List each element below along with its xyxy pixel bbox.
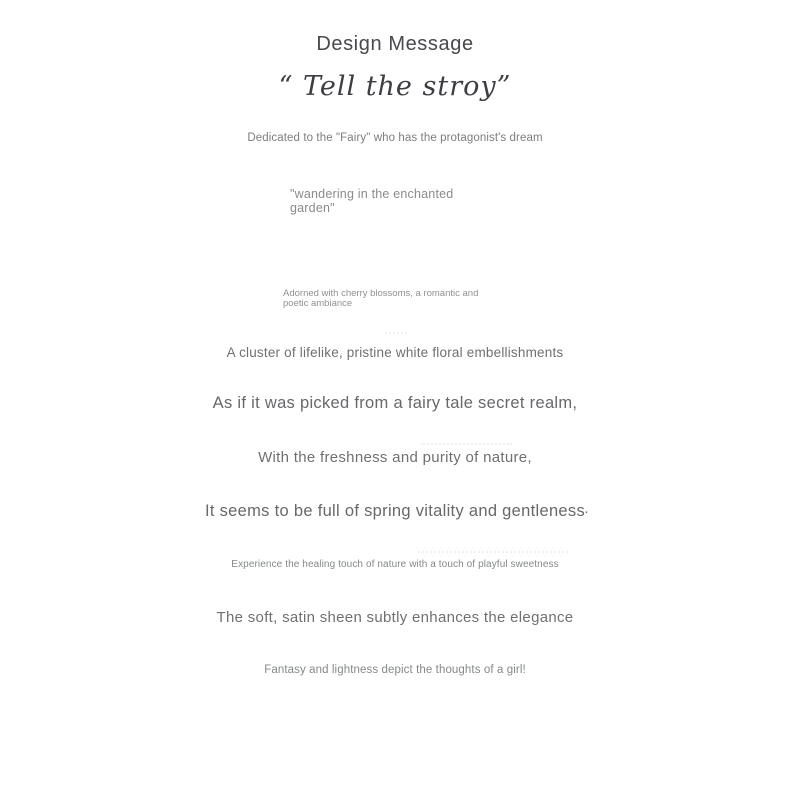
ghost-artifact (385, 332, 407, 334)
ghost-artifact (418, 551, 568, 553)
story-line-fantasy: Fantasy and lightness depict the thoughts of a girl! (264, 664, 526, 676)
page-title: Design Message (316, 33, 474, 55)
ghost-artifact (420, 443, 512, 445)
story-line-spring: It seems to be full of spring vitality and gentleness (204, 502, 585, 520)
story-line-fairy: As if it was picked from a fairy tale secret realm, (212, 394, 578, 412)
tagline: “ Tell the stroy” (278, 71, 512, 102)
story-line-cluster: A cluster of lifelike, pristine white floral embellishments (226, 345, 564, 360)
quote-block: "wandering in the enchanted garden" (290, 187, 454, 215)
stray-dot: · (584, 503, 589, 520)
dedication-line: Dedicated to the "Fairy" who has the protagonist's dream (247, 132, 543, 144)
story-line-experience: Experience the healing touch of nature with a touch of playful sweetness (231, 559, 559, 570)
story-line-freshness: With the freshness and purity of nature, (258, 449, 532, 466)
story-line-satin: The soft, satin sheen subtly enhances the elegance (216, 609, 574, 626)
caption-block: Adorned with cherry blossoms, a romantic and poetic ambiance (283, 288, 479, 309)
